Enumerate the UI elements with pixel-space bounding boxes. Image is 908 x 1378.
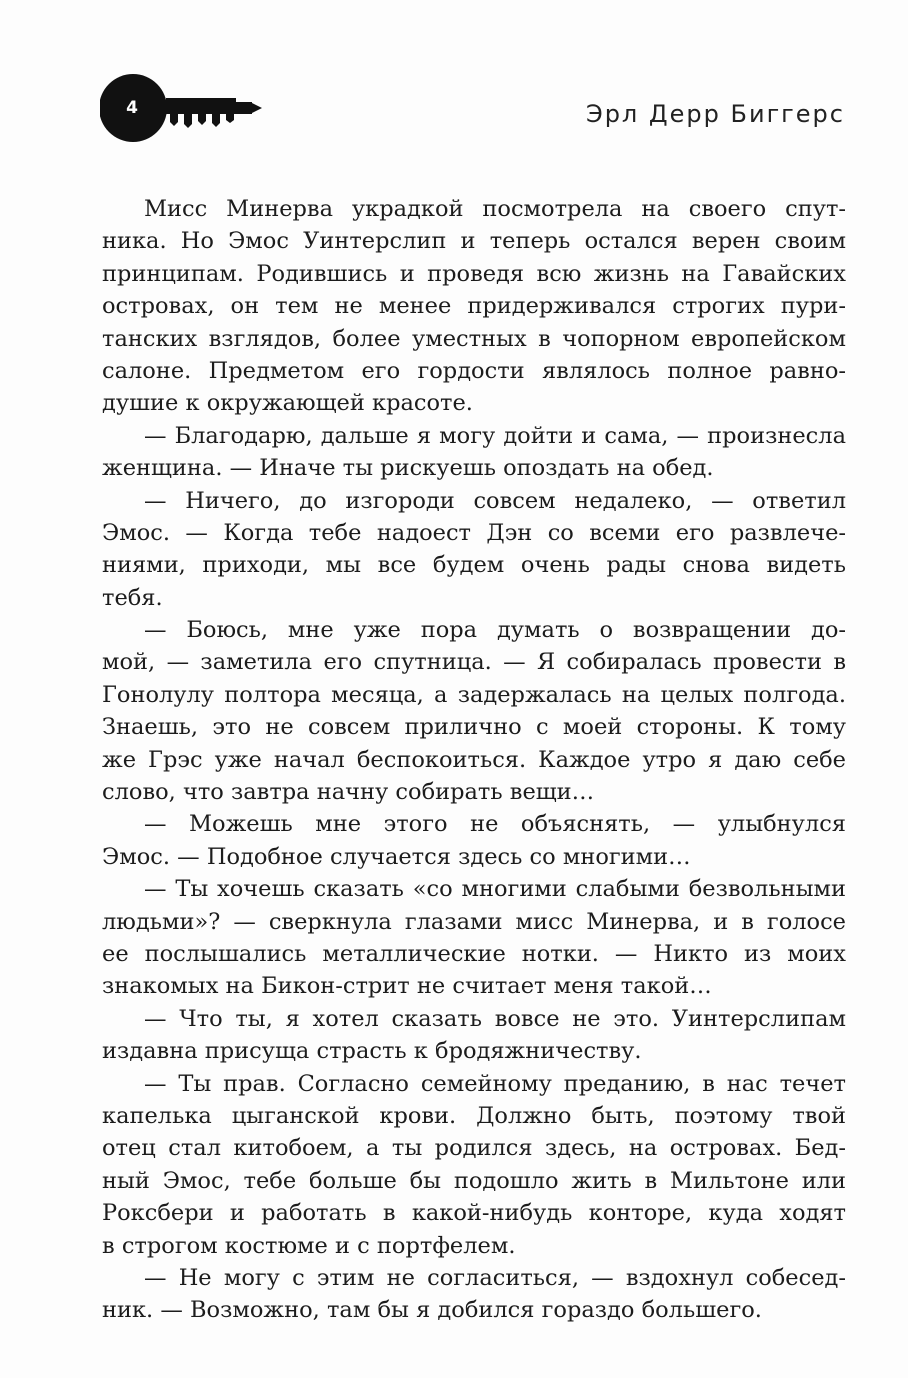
text-line: ник. — Возможно, там бы я добился гораздо большего. xyxy=(102,1297,762,1324)
text-line: Мисс Минерва украдкой посмотрела на своего спут- xyxy=(144,196,846,222)
text-line: ниями, приходи, мы все будем очень рады снова видеть xyxy=(102,552,846,579)
text-line: издавна присуща страсть к бродяжничеству. xyxy=(102,1038,642,1065)
body-text xyxy=(102,193,846,1327)
text-line: — Не могу с этим не согласиться, — вздохнул собесед- xyxy=(144,1264,846,1291)
text-line: салоне. Предметом его гордости являлось полное равно- xyxy=(102,357,846,384)
text-line: — Боюсь, мне уже пора думать о возвращении до- xyxy=(144,617,846,644)
text-line: островах, он тем не менее придерживался строгих пури- xyxy=(102,293,846,320)
text-line: ника. Но Эмос Уинтерслип и теперь остался верен своим xyxy=(102,228,846,255)
text-line: же Грэс уже начал беспокоиться. Каждое утро я даю себе xyxy=(102,746,846,773)
text-line: Эмос. — Когда тебе надоест Дэн со всеми его развлече- xyxy=(102,519,846,546)
page-number: 4 xyxy=(126,98,138,118)
text-line: капелька цыганской крови. Должно быть, поэтому твой xyxy=(102,1102,846,1129)
text-line: душие к окружающей красоте. xyxy=(102,390,473,417)
text-line: женщина. — Иначе ты рискуешь опоздать на обед. xyxy=(102,455,714,482)
text-line: — Благодарю, дальше я могу дойти и сама, — произнесла xyxy=(144,422,846,449)
text-line: Знаешь, это не совсем прилично с моей стороны. К тому xyxy=(102,714,846,741)
text-line: тебя. xyxy=(102,584,163,611)
text-line: — Можешь мне этого не объяснять, — улыбнулся xyxy=(144,811,846,838)
text-line: — Ничего, до изгороди совсем недалеко, — ответил xyxy=(144,487,846,514)
text-line: слово, что завтра начну собирать вещи… xyxy=(102,779,595,806)
text-line: — Что ты, я хотел сказать вовсе не это. Уинтерслипам xyxy=(144,1005,846,1032)
text-line: танских взглядов, более уместных в чопорном европейском xyxy=(102,325,846,352)
text-line: ее послышались металлические нотки. — Никто из моих xyxy=(102,940,846,967)
text-line: — Ты хочешь сказать «со многими слабыми безвольными xyxy=(144,876,846,903)
text-line: Эмос. — Подобное случается здесь со многими… xyxy=(102,843,691,870)
text-line: Роксбери и работать в какой-нибудь конторе, куда ходят xyxy=(102,1200,846,1227)
running-title: Эрл Дерр Биггерс xyxy=(585,100,845,128)
text-line: мой, — заметила его спутница. — Я собиралась провести в xyxy=(102,649,846,676)
text-line: знакомых на Бикон-стрит не считает меня такой… xyxy=(102,973,712,1000)
text-line: в строгом костюме и с портфелем. xyxy=(102,1232,516,1259)
text-line: — Ты прав. Согласно семейному преданию, в нас течет xyxy=(144,1070,846,1097)
page-header xyxy=(100,70,845,160)
text-line: Гонолулу полтора месяца, а задержалась на целых полгода. xyxy=(102,681,846,708)
text-line: отец стал китобоем, а ты родился здесь, на островах. Бед- xyxy=(102,1135,846,1162)
text-line: людьми»? — сверкнула глазами мисс Минерва, и в голосе xyxy=(102,908,846,935)
text-line: ный Эмос, тебе больше бы подошло жить в Мильтоне или xyxy=(102,1167,846,1194)
text-line: принципам. Родившись и проведя всю жизнь на Гавайских xyxy=(102,260,846,287)
